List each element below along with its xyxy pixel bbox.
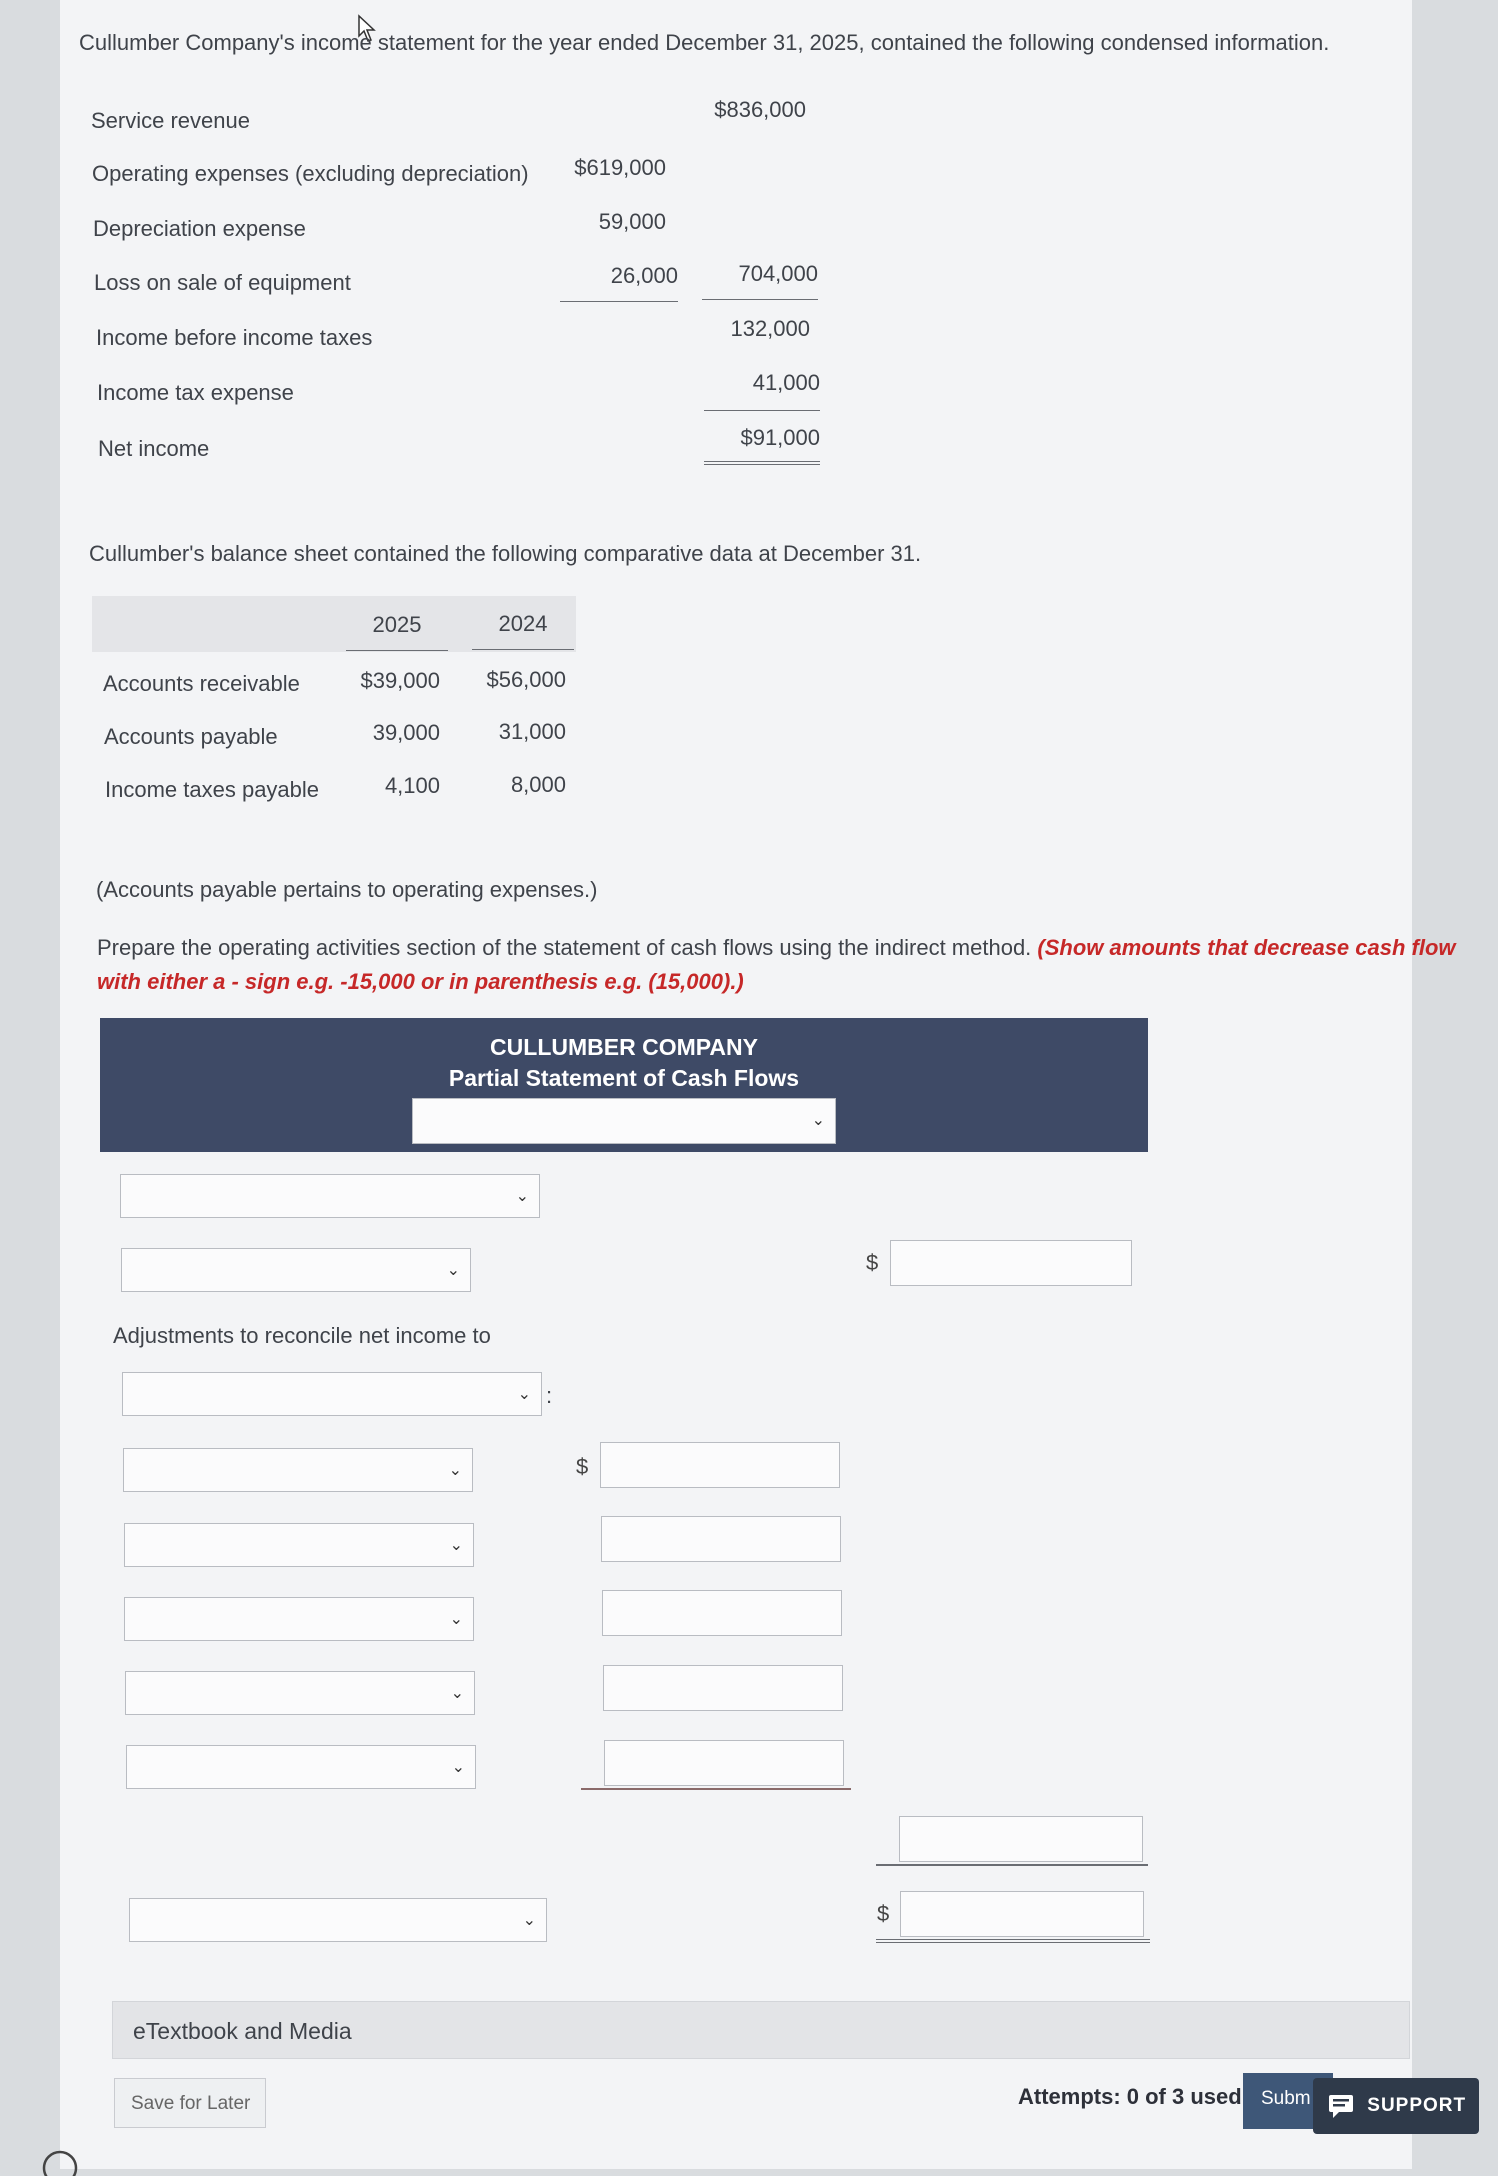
adjustment-item-dropdown[interactable] (126, 1745, 476, 1789)
adjustment-item-dropdown[interactable] (124, 1523, 474, 1567)
income-before-tax-amount: 132,000 (730, 316, 810, 341)
statement-header (100, 1018, 1148, 1152)
help-circle-icon[interactable] (40, 2146, 80, 2176)
chevron-down-icon: ⌄ (811, 1112, 825, 1129)
loss-sale-amount: 26,000 (560, 263, 678, 302)
chevron-down-icon: ⌄ (448, 1462, 462, 1479)
instruction-main: Prepare the operating activities section of the statement of cash flows using the indirect method. (97, 935, 1032, 960)
chevron-down-icon: ⌄ (450, 1685, 464, 1702)
adjustment-item-dropdown[interactable] (124, 1597, 474, 1641)
table-row-label: Accounts payable (104, 724, 278, 749)
adjustments-dropdown[interactable] (122, 1372, 542, 1416)
chevron-down-icon: ⌄ (522, 1912, 536, 1929)
company-name: CULLUMBER COMPANY (490, 1034, 758, 1060)
balance-intro-text: Cullumber's balance sheet contained the following comparative data at December 31. (89, 541, 922, 566)
service-revenue-amount: $836,000 (714, 97, 806, 122)
instruction-text (97, 935, 1456, 961)
header-2024: 2024 (472, 611, 574, 650)
net-cash-double-underline (876, 1939, 1150, 1943)
attempts-text: Attempts: 0 of 3 used (1018, 2084, 1242, 2109)
section-heading-dropdown[interactable] (120, 1174, 540, 1218)
etextbook-label: eTextbook and Media (133, 2018, 352, 2044)
table-cell: 4,100 (384, 773, 440, 798)
loss-sale-label: Loss on sale of equipment (94, 270, 351, 295)
service-revenue-label: Service revenue (91, 108, 250, 133)
table-row-label: Income taxes payable (105, 777, 320, 802)
save-for-later-button[interactable]: Save for Later (114, 2078, 266, 2128)
income-tax-amount: 41,000 (704, 370, 820, 411)
dollar-sign: $ (576, 1454, 589, 1479)
dollar-sign: $ (866, 1250, 879, 1275)
operating-expenses-amount: $619,000 (574, 155, 666, 180)
net-income-dropdown[interactable] (121, 1248, 471, 1292)
net-cash-input[interactable] (900, 1891, 1144, 1937)
total-underline (876, 1864, 1148, 1866)
adjustment-item-dropdown[interactable] (125, 1671, 475, 1715)
adjustment-amount-input[interactable] (601, 1516, 841, 1562)
colon: : (546, 1383, 553, 1408)
adjustment-amount-input[interactable] (602, 1590, 842, 1636)
operating-expenses-label: Operating expenses (excluding depreciation) (92, 161, 529, 186)
net-income-label: Net income (98, 436, 210, 461)
note-text: (Accounts payable pertains to operating expenses.) (96, 877, 598, 902)
etextbook-bar[interactable] (112, 2001, 1410, 2059)
table-cell: $56,000 (486, 667, 566, 692)
adjustment-amount-input[interactable] (604, 1740, 844, 1786)
total-expenses-amount: 704,000 (702, 261, 818, 300)
dollar-sign: $ (877, 1901, 890, 1926)
table-row-label: Accounts receivable (103, 671, 300, 696)
subtotal-underline (581, 1788, 851, 1790)
support-label: SUPPORT (1367, 2095, 1467, 2117)
submit-button[interactable]: Subm (1243, 2073, 1333, 2129)
chevron-down-icon: ⌄ (449, 1537, 463, 1554)
table-cell: 31,000 (498, 719, 566, 744)
table-cell: 8,000 (510, 772, 566, 797)
period-dropdown[interactable] (412, 1098, 836, 1144)
depreciation-amount: 59,000 (598, 209, 666, 234)
total-adjustments-input[interactable] (899, 1816, 1143, 1862)
chevron-down-icon: ⌄ (451, 1759, 465, 1776)
adjustment-item-dropdown[interactable] (123, 1448, 473, 1492)
net-income-input[interactable] (890, 1240, 1132, 1286)
adjustment-amount-input[interactable] (600, 1442, 840, 1488)
table-cell: $39,000 (360, 668, 440, 693)
instruction-red-2: with either a - sign e.g. -15,000 or in parenthesis e.g. (15,000).) (97, 969, 744, 994)
chevron-down-icon: ⌄ (449, 1611, 463, 1628)
chevron-down-icon: ⌄ (446, 1262, 460, 1279)
intro-text: Cullumber Company's income statement for the year ended December 31, 2025, contained the following condensed information. (79, 30, 1330, 55)
net-income-amount: $91,000 (704, 425, 820, 465)
instruction-red-1: (Show amounts that decrease cash flow (1037, 935, 1456, 960)
chevron-down-icon: ⌄ (517, 1386, 531, 1403)
income-tax-label: Income tax expense (97, 380, 294, 405)
depreciation-label: Depreciation expense (93, 216, 306, 241)
support-button[interactable] (1313, 2078, 1479, 2134)
net-cash-dropdown[interactable] (129, 1898, 547, 1942)
chat-icon (1327, 2093, 1355, 2119)
adjustments-label: Adjustments to reconcile net income to (113, 1323, 491, 1348)
header-2025: 2025 (346, 612, 448, 651)
adjustment-amount-input[interactable] (603, 1665, 843, 1711)
statement-title: Partial Statement of Cash Flows (448, 1065, 800, 1091)
income-before-tax-label: Income before income taxes (96, 325, 373, 350)
chevron-down-icon: ⌄ (515, 1188, 529, 1205)
table-cell: 39,000 (372, 720, 440, 745)
